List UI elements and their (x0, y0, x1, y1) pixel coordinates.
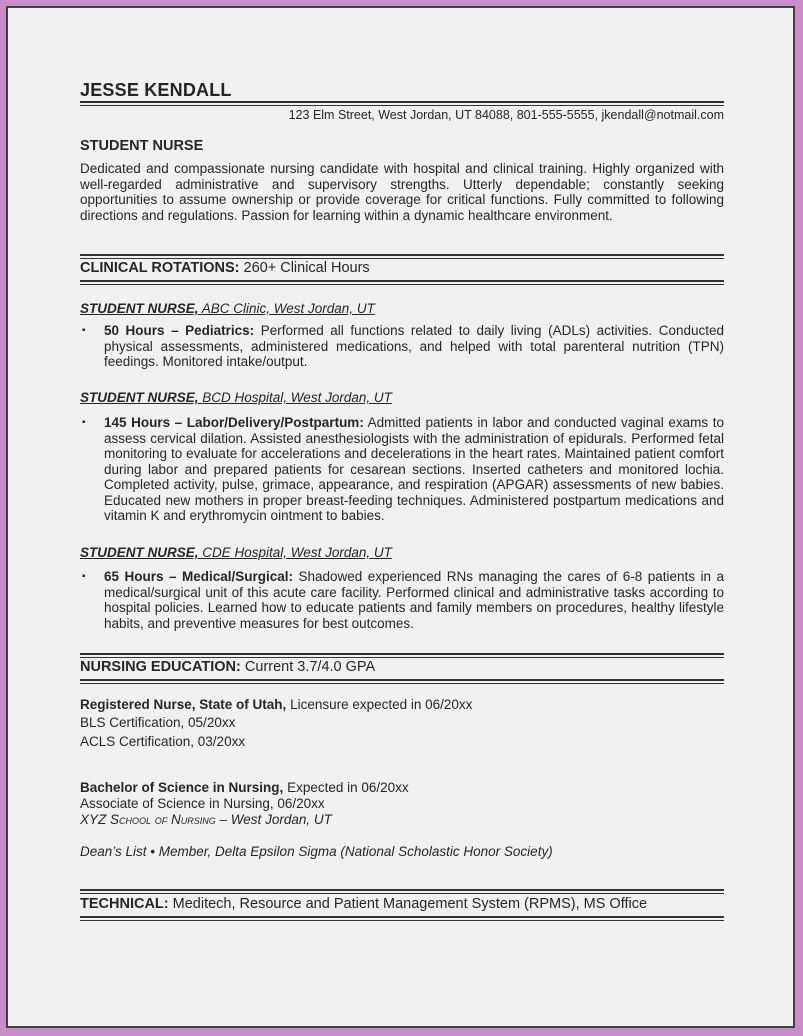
section-rule-bottom (80, 679, 724, 684)
rotation-bullet (80, 415, 724, 524)
candidate-name: JESSE KENDALL (80, 80, 232, 100)
education-heading (80, 659, 375, 676)
rotation-role: STUDENT NURSE, (80, 545, 199, 560)
summary-paragraph: Dedicated and compassionate nursing candidate with hospital and clinical training. Highly organized with well-regarded administrative and supervisory strengths. Utterly dependable; constantly seeking opportunities to assume ownership or provide coverage for critical functions. Fully committed to following directions and regulations. Passion for learning within a dynamic healthcare environment. (80, 161, 724, 223)
license-line (80, 697, 472, 713)
clinical-heading-label: CLINICAL ROTATIONS: (80, 260, 240, 276)
rotation-title (80, 545, 392, 560)
school-name: XYZ School of Nursing (80, 812, 216, 827)
rotation-place: CDE Hospital, West Jordan, UT (202, 545, 392, 560)
section-rule-bottom (80, 916, 724, 921)
clinical-heading (80, 260, 370, 277)
clinical-hours: 260+ Clinical Hours (243, 260, 370, 276)
job-title: STUDENT NURSE (80, 138, 204, 154)
bls-line: BLS Certification, 05/20xx (80, 715, 236, 730)
rotation-place: ABC Clinic, West Jordan, UT (201, 301, 375, 316)
section-rule-top (80, 254, 724, 259)
section-rule-top (80, 889, 724, 894)
license-text: Licensure expected in 06/20xx (290, 697, 473, 712)
license-lead: Registered Nurse, State of Utah, (80, 697, 287, 712)
bsn-lead: Bachelor of Science in Nursing, (80, 780, 284, 795)
asn-line: Associate of Science in Nursing, 06/20xx (80, 796, 325, 811)
section-rule-top (80, 653, 724, 658)
contact-line: 123 Elm Street, West Jordan, UT 84088, 801-555-5555, jkendall@notmail.com (288, 108, 724, 122)
bullet-text: Admitted patients in labor and conducted vaginal exams to assess cervical dilation. Assisted anesthesiologists with the administration of epidurals. Performed fetal monitoring to evaluate for accelerations and decelerations in the heart rates. Maintained patient comfort during labor and prepared patients for cesarean sections. Inserted catheters and monitored lochia. Completed activity, pulse, grimace, appearance, and respiration (APGAR) assessments of new babies. Educated new mothers in proper breast-feeding techniques. Administered postpartum medications and vitamin K and erythromycin ointment to babies. (104, 415, 724, 523)
rotation-bullet (80, 323, 724, 370)
rotation-place: BCD Hospital, West Jordan, UT (202, 390, 392, 405)
bullet-text: Performed all functions related to daily living (ADLs) activities. Conducted physical assessments, administered medications, and helped with total parenteral nutrition (TPN) feedings. Monitored intake/output. (104, 323, 724, 369)
education-heading-label: NURSING EDUCATION: (80, 659, 241, 675)
bullet-icon: ▪ (82, 417, 86, 428)
bullet-text: Shadowed experienced RNs managing the cares of 6-8 patients in a medical/surgical unit of this acute care facility. Performed clinical and administrative tasks according to hospital policies. Learned how to educate patients and family members on procedures, healthy lifestyle habits, and preventive measures for best outcomes. (104, 569, 724, 631)
bullet-lead: 50 Hours – Pediatrics: (104, 323, 255, 338)
rotation-title (80, 390, 392, 405)
rotation-role: STUDENT NURSE, (80, 301, 199, 316)
technical-heading (80, 896, 647, 913)
acls-line: ACLS Certification, 03/20xx (80, 734, 246, 749)
name-rule (80, 101, 724, 106)
school-location: – West Jordan, UT (219, 812, 332, 827)
rotation-title (80, 301, 375, 316)
rotation-role: STUDENT NURSE, (80, 390, 199, 405)
bullet-icon: ▪ (82, 325, 86, 336)
rotation-bullet (80, 569, 724, 631)
education-gpa: Current 3.7/4.0 GPA (244, 659, 376, 675)
school-line (80, 812, 332, 828)
honors-line: Dean’s List • Member, Delta Epsilon Sigma (National Scholastic Honor Society) (80, 844, 553, 859)
technical-heading-label: TECHNICAL: (80, 896, 169, 912)
bsn-line (80, 780, 409, 796)
bullet-lead: 65 Hours – Medical/Surgical: (104, 569, 293, 584)
bullet-icon: ▪ (82, 571, 86, 582)
section-rule-bottom (80, 280, 724, 285)
technical-skills: Meditech, Resource and Patient Management System (RPMS), MS Office (172, 896, 648, 912)
bsn-text: Expected in 06/20xx (287, 780, 409, 795)
bullet-lead: 145 Hours – Labor/Delivery/Postpartum: (104, 415, 364, 430)
